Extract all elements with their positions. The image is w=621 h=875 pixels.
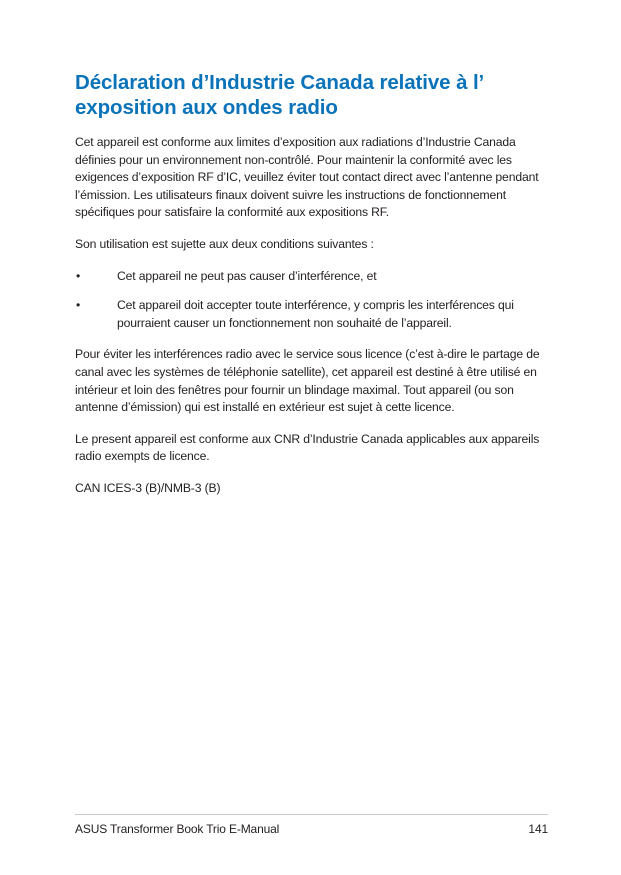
footer-divider xyxy=(75,814,548,815)
manual-title: ASUS Transformer Book Trio E-Manual xyxy=(75,822,280,836)
conditions-list xyxy=(75,268,555,333)
bullet-icon: • xyxy=(76,268,81,283)
paragraph-rf-exposition: Cet appareil est conforme aux limites d’exposition aux radiations d’Industrie Canada définies pour un environnement non-contrôlé. Pour maintenir la conformité avec les exigences d’exposition RF d’IC, veuillez éviter tout contact direct avec l’antenne pendant l’émission. Les utilisateurs finaux doivent suivre les instructions de fonctionnement spécifiques pour satisfaire la conformité aux expositions RF. xyxy=(75,135,539,220)
bullet-icon: • xyxy=(76,298,81,313)
page-number: 141 xyxy=(528,822,548,836)
paragraph-ices-code: CAN ICES-3 (B)/NMB-3 (B) xyxy=(75,480,221,495)
condition-text: Cet appareil ne peut pas causer d’interférence, et xyxy=(117,268,377,283)
page-content xyxy=(75,70,555,498)
paragraph-interference: Pour éviter les interférences radio avec le service sous licence (c’est à-dire le partage de canal avec les systèmes de téléphonie satellite), cet appareil est destiné à être utilisé en intérieur et loin des fenêtres pour fournir un blindage maximal. Tout appareil (ou son antenne d’émission) qui est installé en extérieur est sujet à cette licence. xyxy=(75,347,540,415)
condition-text: Cet appareil doit accepter toute interférence, y compris les interférences qui pourraient causer un fonctionnement non souhaité de l’appareil. xyxy=(117,298,514,330)
paragraph-conditions-intro: Son utilisation est sujette aux deux conditions suivantes : xyxy=(75,236,374,251)
list-item xyxy=(75,268,555,286)
list-item xyxy=(75,297,555,332)
page-footer xyxy=(75,822,548,837)
paragraph-cnr-compliance: Le present appareil est conforme aux CNR d’Industrie Canada applicables aux appareils radio exempts de licence. xyxy=(75,431,540,464)
page-title: Déclaration d’Industrie Canada relative à l’ exposition aux ondes radio xyxy=(75,71,484,119)
